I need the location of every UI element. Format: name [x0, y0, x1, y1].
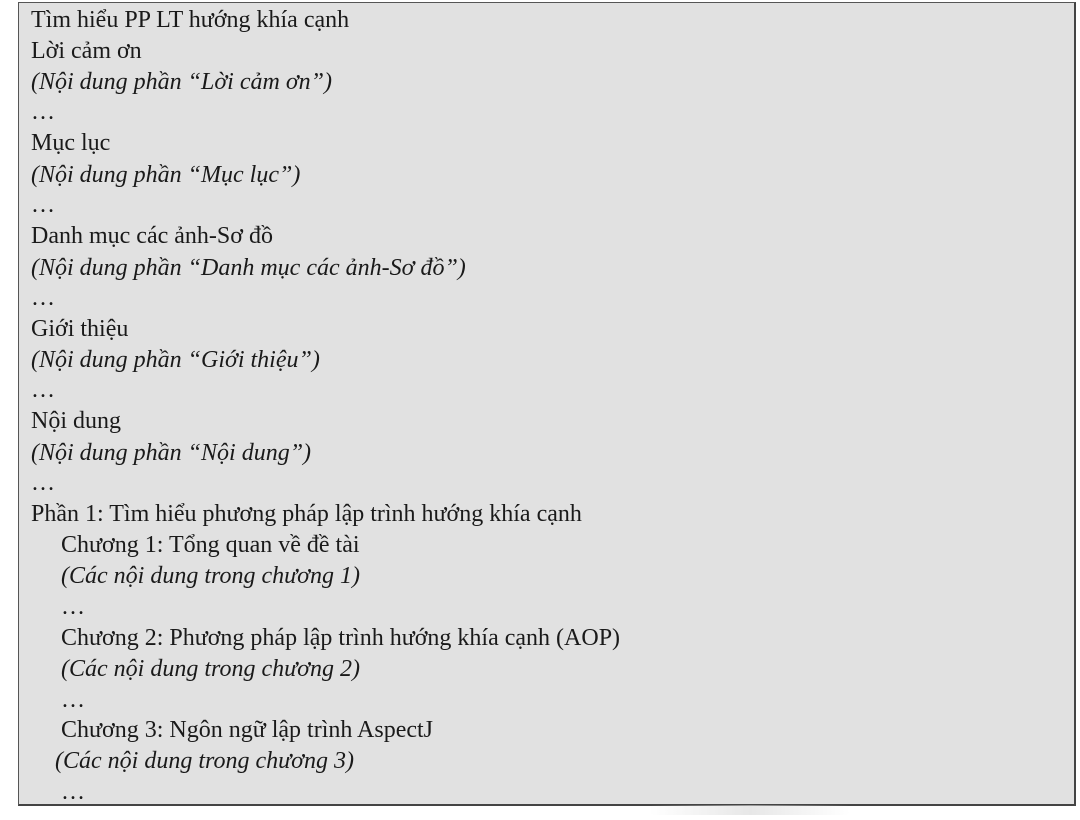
chapter-2-ellipsis: … [61, 687, 87, 713]
chapter-1-content: (Các nội dung trong chương 1) [61, 563, 360, 589]
document-title: Tìm hiểu PP LT hướng khía cạnh [31, 7, 350, 33]
section-heading-figures-list: Danh mục các ảnh-Sơ đồ [31, 223, 273, 249]
section-heading-introduction: Giới thiệu [31, 316, 129, 342]
chapter-2-content: (Các nội dung trong chương 2) [61, 656, 360, 682]
part-heading: Phần 1: Tìm hiểu phương pháp lập trình hướng khía cạnh [31, 501, 582, 527]
section-ellipsis-figures-list: … [31, 285, 57, 311]
section-ellipsis-introduction: … [31, 377, 57, 403]
chapter-3-heading: Chương 3: Ngôn ngữ lập trình AspectJ [61, 717, 434, 743]
document-outline-box [18, 2, 1076, 806]
section-content-acknowledgements: (Nội dung phần “Lời cảm ơn”) [31, 69, 332, 95]
chapter-1-heading: Chương 1: Tổng quan về đề tài [61, 532, 360, 558]
section-ellipsis-table-of-contents: … [31, 192, 57, 218]
chapter-3-content: (Các nội dung trong chương 3) [55, 748, 354, 774]
chapter-3-ellipsis: … [61, 779, 87, 805]
section-heading-table-of-contents: Mục lục [31, 130, 111, 156]
section-heading-acknowledgements: Lời cảm ơn [31, 38, 142, 64]
page-edge-shadow [650, 805, 850, 815]
section-content-table-of-contents: (Nội dung phần “Mục lục”) [31, 162, 301, 188]
section-heading-content: Nội dung [31, 408, 121, 434]
chapter-2-heading: Chương 2: Phương pháp lập trình hướng khía cạnh (AOP) [61, 625, 621, 651]
section-ellipsis-acknowledgements: … [31, 99, 57, 125]
section-ellipsis-content: … [31, 470, 57, 496]
section-content-figures-list: (Nội dung phần “Danh mục các ảnh-Sơ đồ”) [31, 255, 466, 281]
section-content-introduction: (Nội dung phần “Giới thiệu”) [31, 347, 320, 373]
chapter-1-ellipsis: … [61, 594, 87, 620]
section-content-content: (Nội dung phần “Nội dung”) [31, 440, 312, 466]
